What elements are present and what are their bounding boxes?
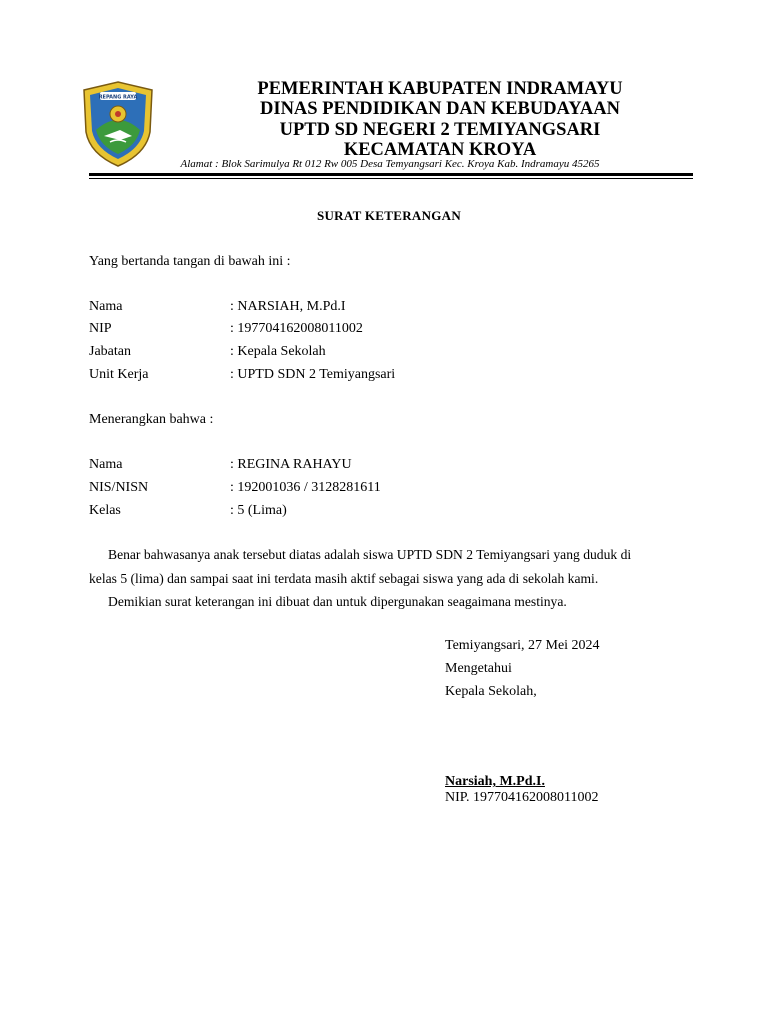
letterhead-line-1: PEMERINTAH KABUPATEN INDRAMAYU bbox=[257, 79, 623, 99]
signer-label-name: Nama bbox=[89, 299, 123, 314]
letterhead-divider-thick bbox=[89, 173, 693, 176]
student-value-nis: : 192001036 / 3128281611 bbox=[230, 480, 381, 495]
regency-crest-icon bbox=[80, 80, 156, 168]
student-value-name: : REGINA RAHAYU bbox=[230, 457, 352, 472]
letterhead-line-2: DINAS PENDIDIKAN DAN KEBUDAYAAN bbox=[260, 99, 620, 119]
student-label-class: Kelas bbox=[89, 503, 121, 518]
letterhead-divider-thin bbox=[89, 178, 693, 179]
signer-label-nip: NIP bbox=[89, 321, 112, 336]
letterhead-address: Alamat : Blok Sarimulya Rt 012 Rw 005 Desa Temyangsari Kec. Kroya Kab. Indramayu 45265 bbox=[180, 158, 600, 170]
signature-place-date: Temiyangsari, 27 Mei 2024 bbox=[445, 638, 600, 653]
letter-title: SURAT KETERANGAN bbox=[316, 208, 462, 223]
paragraph-line-2: kelas 5 (lima) dan sampai saat ini terdata masih aktif sebagai siswa yang ada di sekolah kami. bbox=[89, 571, 599, 586]
signer-value-name: : NARSIAH, M.Pd.I bbox=[230, 299, 346, 314]
letterhead-line-3: UPTD SD NEGERI 2 TEMIYANGSARI bbox=[279, 120, 601, 140]
logo-lettering: REPANG RAYA bbox=[98, 94, 138, 101]
paragraph-line-1: Benar bahwasanya anak tersebut diatas adalah siswa UPTD SDN 2 Temiyangsari yang duduk di bbox=[108, 547, 632, 562]
signer-value-position: : Kepala Sekolah bbox=[230, 344, 326, 359]
signer-label-position: Jabatan bbox=[89, 344, 131, 359]
signature-position: Kepala Sekolah, bbox=[445, 684, 537, 699]
declares-text: Menerangkan bahwa : bbox=[89, 412, 214, 427]
paragraph-line-3: Demikian surat keterangan ini dibuat dan untuk dipergunakan seagaimana mestinya. bbox=[108, 594, 567, 609]
signature-name: Narsiah, M.Pd.I. bbox=[445, 774, 545, 789]
letterhead-line-4: KECAMATAN KROYA bbox=[343, 140, 537, 160]
signature-nip: NIP. 197704162008011002 bbox=[445, 790, 599, 805]
signer-label-unit: Unit Kerja bbox=[89, 367, 149, 382]
student-label-name: Nama bbox=[89, 457, 123, 472]
signer-value-nip: : 197704162008011002 bbox=[230, 321, 363, 336]
signer-value-unit: : UPTD SDN 2 Temiyangsari bbox=[230, 367, 396, 382]
student-label-nis: NIS/NISN bbox=[89, 480, 149, 495]
intro-text: Yang bertanda tangan di bawah ini : bbox=[89, 254, 291, 269]
student-value-class: : 5 (Lima) bbox=[230, 503, 287, 518]
signature-acknowledged: Mengetahui bbox=[445, 661, 512, 676]
